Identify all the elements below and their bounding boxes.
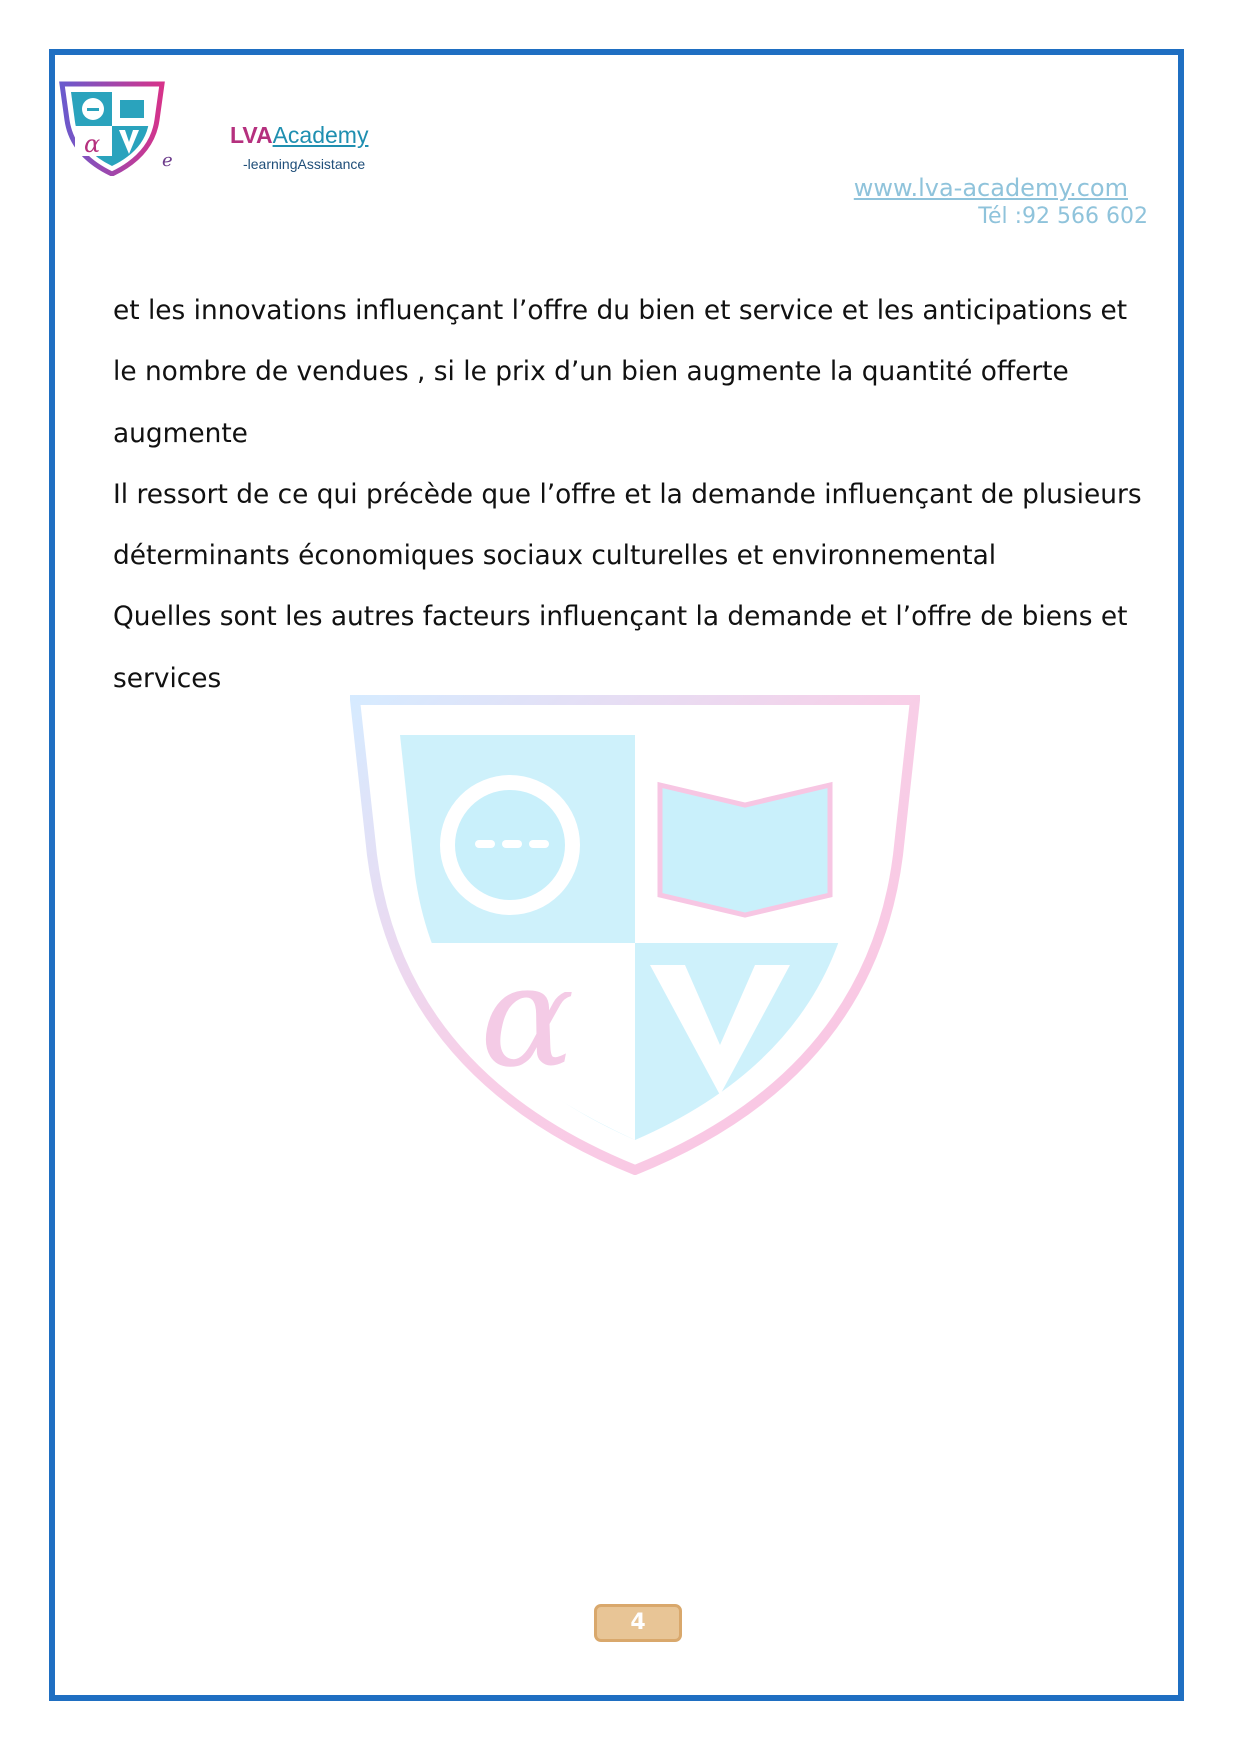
brand-lva: LVA	[230, 122, 273, 148]
body-line: Quelles sont les autres facteurs influençant la demande et l’offre de biens et	[113, 601, 1128, 633]
logo-e-mark: e	[162, 150, 173, 171]
watermark-alpha-icon: α	[480, 936, 575, 1099]
watermark-book-icon	[660, 785, 830, 915]
watermark-shield	[350, 695, 920, 1175]
body-line: Il ressort de ce qui précède que l’offre et la demande influençant de plusieurs	[113, 478, 1142, 510]
website-link[interactable]: www.lva-academy.com	[853, 174, 1128, 202]
brand-academy: Academy	[272, 122, 369, 148]
brand-name	[230, 121, 368, 149]
brand-tagline: -learningAssistance	[243, 156, 366, 172]
body-line: augmente	[113, 417, 248, 449]
book-icon	[120, 100, 144, 118]
body-line: services	[113, 662, 222, 694]
page-number-badge: 4	[594, 1604, 682, 1642]
body-line: déterminants économiques sociaux culturelles et environnemental	[113, 540, 997, 572]
body-line: le nombre de vendues , si le prix d’un bien augmente la quantité offerte	[113, 356, 1069, 388]
alpha-icon: α	[84, 130, 101, 158]
lva-logo	[57, 80, 167, 176]
phone-number: Tél :92 566 602	[978, 204, 1148, 229]
body-line: et les innovations influençant l’offre du bien et service et les anticipations et	[113, 295, 1128, 326]
body-text	[113, 280, 1173, 709]
